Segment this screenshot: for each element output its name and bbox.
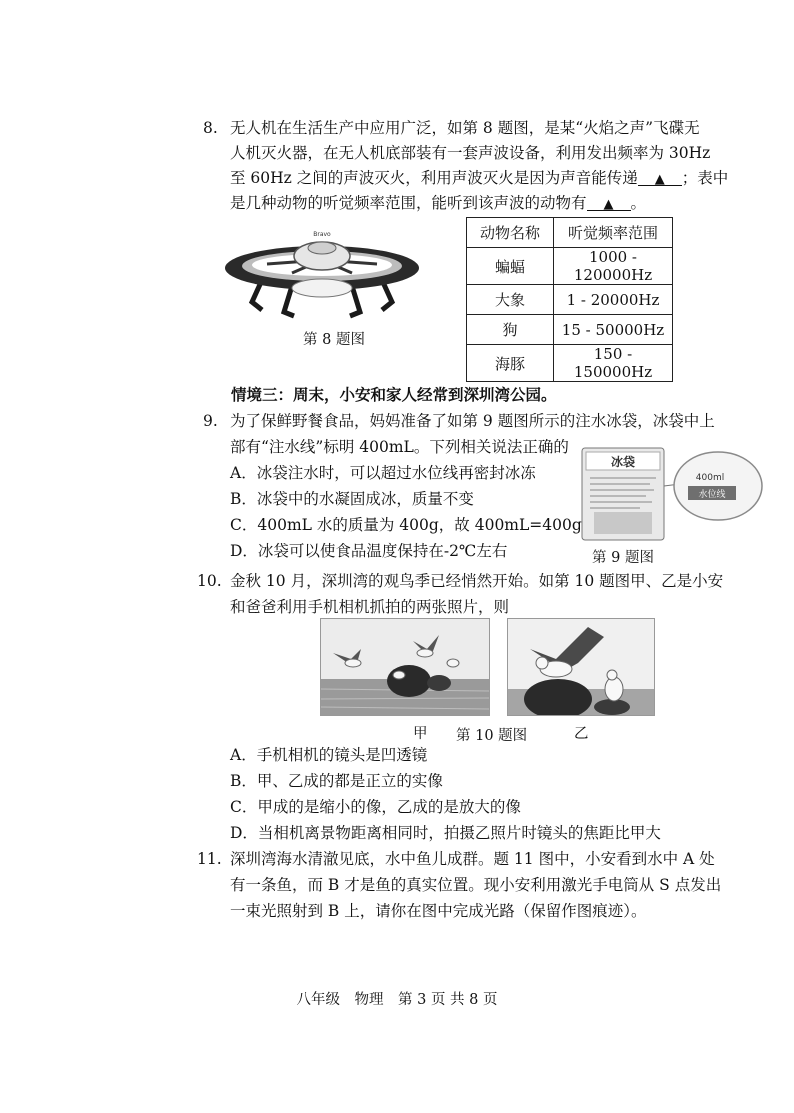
table-header-animal: 动物名称 [467, 218, 554, 248]
q8-line2: 人机灭火器，在无人机底部装有一套声波设备，利用发出频率为 30Hz [230, 144, 711, 162]
table-row [467, 285, 673, 315]
q9-line2: 部有“注水线”标明 400mL。下列相关说法正确的 [230, 438, 569, 456]
callout-volume: 400ml [695, 473, 725, 483]
table-cell-animal: 大象 [467, 285, 554, 315]
photo-jia-gull-2-body [417, 649, 433, 657]
photo-yi-image [508, 619, 654, 715]
photo-yi-rock-small [594, 699, 630, 715]
photo-jia-image [321, 619, 489, 715]
table-cell-animal: 蝙蝠 [467, 248, 554, 285]
table-cell-animal: 狗 [467, 315, 554, 345]
q8-blank-1-mark: ▲ [654, 172, 665, 187]
table-cell-range: 1000 - 120000Hz [554, 248, 673, 285]
photo-jia-label: 甲 [413, 726, 428, 742]
photo-jia-rock [387, 665, 431, 697]
q8-figure-caption: 第 8 题图 [303, 332, 365, 348]
photo-jia-gull-3 [447, 659, 459, 667]
q10-line1: 金秋 10 月，深圳湾的观鸟季已经悄然开始。如第 10 题图甲、乙是小安 [230, 572, 724, 590]
ice-bag-figure [580, 446, 765, 542]
q10-line2: 和爸爸利用手机相机抓拍的两张照片，则 [230, 598, 510, 616]
q8-line3-text: 至 60Hz 之间的声波灭火，利用声波灭火是因为声音能传递 [230, 169, 638, 187]
ice-bag-title: 冰袋 [610, 455, 636, 469]
q11-line2: 有一条鱼，而 B 才是鱼的真实位置。现小安利用激光手电筒从 S 点发出 [230, 876, 722, 894]
q8-blank-1 [638, 167, 682, 186]
q9-figure-caption: 第 9 题图 [592, 550, 654, 566]
q9-option-a: A．冰袋注水时，可以超过水位线再密封冰冻 [230, 464, 536, 482]
q9-number: 9. [203, 412, 218, 430]
q10-option-d: D．当相机离景物距离相同时，拍摄乙照片时镜头的焦距比甲大 [230, 824, 661, 842]
drone-top [308, 242, 336, 254]
drone-sound-device [292, 279, 352, 297]
q8-line4-tail: 。 [630, 194, 647, 212]
q11-number: 11. [197, 850, 222, 868]
photo-yi-gull-standing-head [607, 670, 617, 680]
q10-figure-caption: 第 10 题图 [456, 728, 528, 744]
q8-blank-2-mark: ▲ [603, 197, 614, 212]
q10-option-a: A．手机相机的镜头是凹透镜 [230, 746, 428, 764]
q8-line3-tail: ；表中 [681, 169, 729, 187]
q8-line4-text: 是几种动物的听觉频率范围，能听到该声波的动物有 [230, 194, 587, 212]
table-cell-animal: 海豚 [467, 345, 554, 382]
q9-line1: 为了保鲜野餐食品，妈妈准备了如第 9 题图所示的注水冰袋，冰袋中上 [230, 412, 715, 430]
photo-yi [507, 618, 655, 716]
table-row [467, 248, 673, 285]
table-header-range: 听觉频率范围 [554, 218, 673, 248]
table-header-row [467, 218, 673, 248]
table-row [467, 315, 673, 345]
q8-line4 [230, 192, 646, 214]
photo-yi-label: 乙 [574, 726, 589, 742]
table-row [467, 345, 673, 382]
q9-option-c: C．400mL 水的质量为 400g，故 400mL=400g [230, 516, 582, 534]
ice-bag-graphic [594, 512, 652, 534]
callout-water-line: 水位线 [698, 490, 726, 500]
q8-blank-2 [587, 192, 631, 211]
table-cell-range: 1 - 20000Hz [554, 285, 673, 315]
photo-jia-rock-small [427, 675, 451, 691]
photo-jia-gull-1-body [345, 659, 361, 667]
table-cell-range: 150 - 150000Hz [554, 345, 673, 382]
q11-line1: 深圳湾海水清澈见底，水中鱼儿成群。题 11 图中，小安看到水中 A 处 [230, 850, 715, 868]
photo-jia-gull-4 [393, 671, 405, 679]
drone-label: Bravo [313, 231, 331, 238]
drone-figure [222, 228, 422, 320]
q9-option-d: D．冰袋可以使食品温度保持在-2℃左右 [230, 542, 508, 560]
q10-number: 10. [197, 572, 222, 590]
q8-number: 8. [203, 119, 218, 137]
q8-line3 [230, 167, 728, 189]
scenario-3-heading: 情境三：周末，小安和家人经常到深圳湾公园。 [231, 385, 557, 404]
page-footer: 八年级 物理 第 3 页 共 8 页 [296, 992, 498, 1008]
hearing-range-table [466, 217, 673, 382]
table-cell-range: 15 - 50000Hz [554, 315, 673, 345]
photo-yi-gull-standing [605, 677, 623, 701]
q11-line3: 一束光照射到 B 上，请你在图中完成光路（保留作图痕迹）。 [230, 902, 647, 920]
q10-option-b: B．甲、乙成的都是正立的实像 [230, 772, 443, 790]
q8-line1: 无人机在生活生产中应用广泛，如第 8 题图，是某“火焰之声”飞碟无 [230, 119, 700, 137]
photo-yi-gull-head [536, 657, 548, 669]
photo-jia [320, 618, 490, 716]
q9-option-b: B．冰袋中的水凝固成冰，质量不变 [230, 490, 474, 508]
q10-option-c: C．甲成的是缩小的像，乙成的是放大的像 [230, 798, 521, 816]
